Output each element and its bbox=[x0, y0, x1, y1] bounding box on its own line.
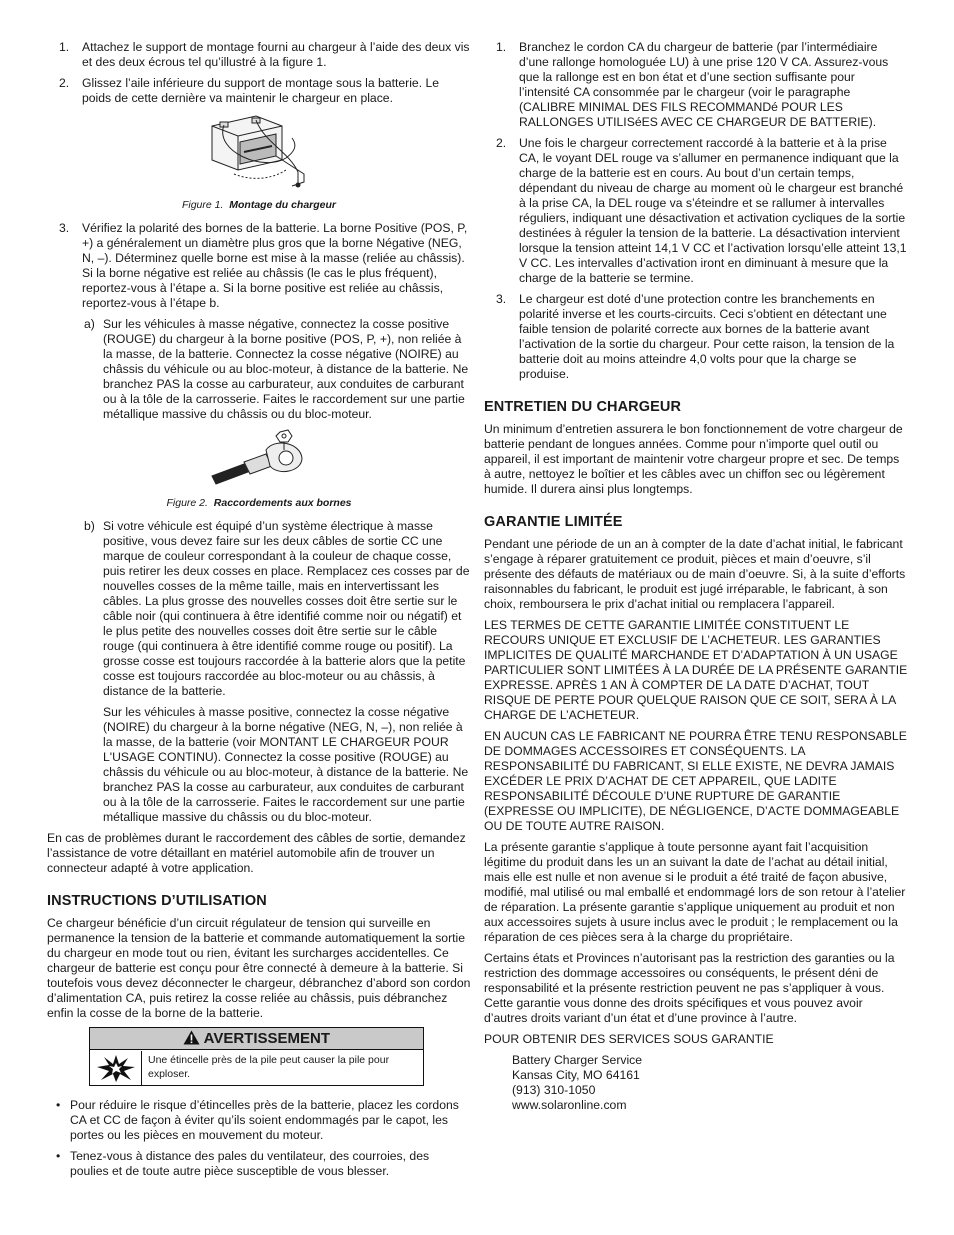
step-text: Vérifiez la polarité des bornes de la batterie. La borne Positive (POS, P, +) a généralement un diamètre plus gros que la borne Négative (NEG, N, –). Déterminez quelle borne est mise à la masse (reliée au châssis). Si la borne négative est reliée au châssis (le cas le plus fréquent), reportez-vous à l’étape a. Si la borne positive est reliée au châssis, reportez-vous à l’étape b. bbox=[82, 221, 468, 310]
terminal-clamp-illustration bbox=[204, 428, 314, 488]
instructions-heading: INSTRUCTIONS D’UTILISATION bbox=[47, 893, 267, 909]
step-text: Attachez le support de montage fourni au chargeur à l’aide des deux vis et des deux écrous tel qu’illustré à la figure 1. bbox=[82, 40, 470, 69]
maintenance-paragraph: Un minimum d’entretien assurera le bon fonctionnement de votre chargeur de batterie pendant de longues années. Comme pour n’importe quel outil ou appareil, il est important de maintenir votre chargeur propre et sec. De temps à autre, nettoyez le boîtier et les câbles avec un chiffon sec ou légèrement humide. Il durera ainsi plus longtemps. bbox=[484, 422, 903, 496]
warranty-heading: GARANTIE LIMITÉE bbox=[484, 514, 623, 530]
bullet-text: Tenez-vous à distance des pales du ventilateur, des courroies, des poulies et de toute autre pièce susceptible de vous blesser. bbox=[70, 1149, 430, 1178]
right-column bbox=[484, 40, 908, 1113]
step-2-led: 2. Une fois le chargeur correctement raccordé à la batterie et à la prise CA, le voyant DEL rouge va s’allumer en permanence indiquant que la charge de la batterie est en cours. Au bout d’un certain temps, dépendant du niveau de charge au moment où le chargeur est branché à la prise CA, la DEL rouge va s’éteindre et se rallumer à intervalles réguliers, indiquant une désactivation et activation cycliques de la sortie destinées à réguler la tension de la batterie. La désactivation intervient lorsque la tension atteint 14,1 V CC et l’activation lorsqu’elle atteint 13,1 V CC. Les intervalles d’activation iront en diminuant à mesure que la charge de la batterie se termine. bbox=[496, 136, 907, 285]
step-1-ac-cord: 1. Branchez le cordon CA du chargeur de batterie (par l’intermédiaire d’une rallonge homologuée LU) à une prise 120 V CA. Assurez-vous que la rallonge est en bon état et d’une section suffisante pour l’intensité CA consommée par le chargeur (voir le paragraphe (CALIBRE MINIMAL DES FILS RECOMMANDé POUR LES RALLONGES UTILISéES AVEC CE CHARGEUR DE BATTERIE). bbox=[496, 40, 889, 129]
warning-title: AVERTISSEMENT bbox=[203, 1030, 331, 1047]
left-column bbox=[47, 40, 471, 1185]
address-phone: (913) 310-1050 bbox=[512, 1083, 596, 1097]
step-3-protection: 3. Le chargeur est doté d’une protection contre les branchements en polarité inverse et les courts-circuits. Ceci s’obtient en détectant une faible tension de polarité correcte aux bornes de la batterie avant l’activation de la sortie du chargeur. Pour cette raison, la tension de la batterie doit au moins atteindre 4,0 volts pour que la charge se produise. bbox=[496, 292, 895, 381]
substep-text: Sur les véhicules à masse négative, connectez la cosse positive (ROUGE) du chargeur à la borne positive (POS, P, +), non reliée à la masse, de la batterie. Connectez la cosse négative (NOIRE) au châssis du véhicule ou au bloc-moteur, à distance de la batterie. Ne branchez PAS la cosse au carburateur, aux conduites de carburant ou à la tôle de la carrosserie. Faites le raccordement sur une partie métallique massive du châssis ou du bloc-moteur. bbox=[103, 317, 469, 421]
warranty-paragraph-4: La présente garantie s’applique à toute personne ayant fait l’acquisition légitime du produit dans les un an suivant la date de l’achat au détail initial, mais elle est nulle et non avenue si le produit a été traité de façon abusive, modifié, mal utilisé ou mal emballé et endommagé lors de son retour à l’atelier de réparation. La présente garantie s’applique uniquement au produit et non aux accessoires sujets à usure inclus avec le produit ; le remplacement ou la réparation de ces pièces sera à la charge du propriétaire. bbox=[484, 840, 906, 944]
warranty-paragraph-5: Certains états et Provinces n’autorisant pas la restriction des garanties ou la restriction des dommage accessoires ou conséquents, le présent déni de responsabilité et la présente restriction peuvent ne pas s’appliquer à vous. Cette garantie vous donne des droits spécifiques et vous pouvez avoir d’autres droits variant d’un état et d’une province à l’autre. bbox=[484, 951, 895, 1025]
warning-triangle-icon bbox=[183, 1030, 200, 1045]
address-website: www.solaronline.com bbox=[512, 1098, 627, 1112]
step-text: Le chargeur est doté d’une protection contre les branchements en polarité inverse et les courts-circuits. Ceci s’obtient en détectant une faible tension de polarité correcte aux bornes de la batterie avant l’activation de la sortie du chargeur. Pour cette raison, la tension de la batterie doit au moins atteindre 4,0 volts pour que la charge se produise. bbox=[519, 292, 895, 381]
problems-paragraph: En cas de problèmes durant le raccordement des câbles de sortie, demandez l’assistance de votre détaillant en matériel automobile afin de trouver un connecteur adapté à votre application. bbox=[47, 831, 466, 875]
step-text: Glissez l’aile inférieure du support de montage sous la batterie. Le poids de cette dernière va maintenir le chargeur en place. bbox=[82, 76, 440, 105]
warning-body bbox=[90, 1050, 423, 1085]
warranty-paragraph-2: LES TERMES DE CETTE GARANTIE LIMITÉE CONSTITUENT LE RECOURS UNIQUE ET EXCLUSIF DE L’ACHETEUR. LES GARANTIES IMPLICITES DE QUALITÉ MARCHANDE ET D’ADAPTATION À UN USAGE PARTICULIER SONT LIMITÉES À LA DURÉE DE LA PRÉSENTE GARANTIE EXPRESSE. APRÈS 1 AN À COMPTER DE LA DATE D’ACHAT, TOUT RISQUE DE PERTE POUR QUELQUE RAISON QUE CE SOIT, SERA À LA CHARGE DE L’ACHETEUR. bbox=[484, 618, 908, 722]
substep-text: Si votre véhicule est équipé d’un système électrique à masse positive, vous devez faire sur les deux câbles de sortie CC une marque de couleur correspondant à la couleur de chaque cosse, puis retirer les deux cosses en place. Remplacez ces cosses par de nouvelles cosses de la même taille, mais en intervertissant les câbles. La plus grosse des nouvelles cosses doit être sertie sur le câble noir (qui continuera à être identifié comme noir ou négatif) et le plus petite des nouvelles cosses doit être sertie sur le câble rouge (qui continuera à être identifié comme rouge ou positif). La grosse cosse est toujours raccordée à la batterie alors que la petite cosse est toujours raccordée au bloc-moteur ou au châssis, à distance de la batterie. bbox=[103, 519, 470, 698]
figure-1-caption: Figure 1. Montage du chargeur bbox=[181, 199, 337, 211]
warning-text: Une étincelle près de la pile peut causer la pile pour exploser. bbox=[148, 1054, 390, 1080]
figure-2-caption: Figure 2. Raccordements aux bornes bbox=[166, 497, 352, 509]
service-heading: POUR OBTENIR DES SERVICES SOUS GARANTIE bbox=[484, 1032, 774, 1046]
substep-b: b) Si votre véhicule est équipé d’un système électrique à masse positive, vous devez faire sur les deux câbles de sortie CC une marque de couleur correspondant à la couleur de chaque cosse, puis retirer les deux cosses en place. Remplacez ces cosses par de nouvelles cosses de la même taille, mais en intervertissant les câbles. La plus grosse des nouvelles cosses doit être sertie sur le câble noir (qui continuera à être identifié comme noir ou négatif) et le plus petite des nouvelles cosses doit être sertie sur le câble rouge (qui continuera à être identifié comme rouge ou positif). La grosse cosse est toujours raccordée à la batterie alors que la petite cosse est toujours raccordée au bloc-moteur ou au châssis, à distance de la batterie. bbox=[84, 519, 470, 698]
substep-a: a) Sur les véhicules à masse négative, connectez la cosse positive (ROUGE) du chargeur à la borne positive (POS, P, +), non reliée à la masse, de la batterie. Connectez la cosse négative (NOIRE) au châssis du véhicule ou au bloc-moteur, à distance de la batterie. Ne branchez PAS la cosse au carburateur, aux conduites de carburant ou à la tôle de la carrosserie. Faites le raccordement sur une partie métallique massive du châssis ou du bloc-moteur. bbox=[84, 317, 469, 421]
bullet-text: Pour réduire le risque d’étincelles près de la batterie, placez les cordons CA et CC de façon à éviter qu’ils soient endommagés par le capot, les portes ou les pièces en mouvement du moteur. bbox=[70, 1098, 459, 1142]
explosion-icon bbox=[90, 1051, 142, 1085]
warranty-paragraph-1: Pendant une période de un an à compter de la date d’achat initial, le fabricant s’engage à réparer gratuitement ce produit, pièces et main d’oeuvre, s’il présente des défauts de matériaux ou de main d’oeuvre. Si, à la suite d’efforts raisonnables du fabricant, le produit est jugé irréparable, le fabricant, à son choix, remboursera le prix d’achat initial ou remplacera l’appareil. bbox=[484, 537, 906, 611]
address-line: Kansas City, MO 64161 bbox=[512, 1068, 640, 1082]
step-2-mounting: 2. Glissez l’aile inférieure du support de montage sous la batterie. Le poids de cette dernière va maintenir le chargeur en place. bbox=[59, 76, 440, 105]
charger-mounting-illustration bbox=[194, 112, 324, 190]
step-3-polarity: 3. Vérifiez la polarité des bornes de la batterie. La borne Positive (POS, P, +) a généralement un diamètre plus gros que la borne Négative (NEG, N, –). Déterminez quelle borne est mise à la masse (reliée au châssis). Si la borne négative est reliée au châssis (le cas le plus fréquent), reportez-vous à l’étape a. Si la borne positive est reliée au châssis, reportez-vous à l’étape b. bbox=[59, 221, 468, 310]
address-line: Battery Charger Service bbox=[512, 1053, 643, 1067]
instructions-paragraph: Ce chargeur bénéficie d’un circuit régulateur de tension qui surveille en permanence la tension de la batterie et commande automatiquement la sortie du chargeur en mode tout ou rien, évitant les surcharges accidentelles. Ce chargeur de batterie est conçu pour être connecté à demeure à la batterie. Si toutefois vous devez déconnecter le chargeur, débranchez d’abord son cordon d’alimentation CA, puis retirez la cosse reliée au châssis, puis débranchez enfin la cosse de la borne de la batterie. bbox=[47, 916, 471, 1020]
substep-b-continued: Sur les véhicules à masse positive, connectez la cosse négative (NOIRE) du chargeur à la borne négative (NEG, N, –), non reliée à la masse, de la batterie (voir MONTANT LE CHARGEUR POUR L'USAGE CONTINU). Connectez la cosse positive (ROUGE) au châssis du véhicule ou au bloc-moteur, à distance de la batterie. Ne branchez PAS la cosse au carburateur, aux conduites de carburant ou à la tôle de la carrosserie. Faites le raccordement sur une partie métallique massive du châssis ou du bloc-moteur. bbox=[103, 705, 469, 824]
warranty-paragraph-3: EN AUCUN CAS LE FABRICANT NE POURRA ÊTRE TENU RESPONSABLE DE DOMMAGES ACCESSOIRES ET CONSÉQUENTS. LA RESPONSABILITÉ DU FABRICANT, SI ELLE EXISTE, NE DEVRA JAMAIS EXCÉDER LE PRIX D’ACHAT DE CET APPAREIL, QUE LADITE RESPONSABILITÉ DÉCOULE D’UNE RUPTURE DE GARANTIE (EXPRESSE OU IMPLICITE), DE NÉGLIGENCE, D’ACTE DOMMAGEABLE OU DE TOUTE AUTRE RAISON. bbox=[484, 729, 907, 833]
warning-header bbox=[90, 1028, 423, 1050]
warning-box bbox=[89, 1027, 424, 1086]
figure-2-terminals bbox=[47, 428, 471, 492]
step-text: Branchez le cordon CA du chargeur de batterie (par l’intermédiaire d’une rallonge homologuée LU) à une prise 120 V CA. Assurez-vous que la rallonge est en bon état et d’une section suffisante pour l’intensité CA consommée par le chargeur (voir le paragraphe (CALIBRE MINIMAL DES FILS RECOMMANDé POUR LES RALLONGES UTILISéES AVEC CE CHARGEUR DE BATTERIE). bbox=[519, 40, 889, 129]
bullet-fan-blades: • Tenez-vous à distance des pales du ventilateur, des courroies, des poulies et de toute autre pièce susceptible de vous blesser. bbox=[56, 1149, 430, 1178]
step-text: Une fois le chargeur correctement raccordé à la batterie et à la prise CA, le voyant DEL rouge va s’allumer en permanence indiquant que la charge de la batterie est en cours. Au bout d’un certain temps, dépendant du niveau de charge au moment où le chargeur est branché à la prise CA, la DEL rouge va s’éteindre et se rallumer à intervalles réguliers, indiquant une désactivation et activation cycliques de la sortie destinées à réguler la tension de la batterie. La désactivation intervient lorsque la tension atteint 14,1 V CC et l’activation lorsqu’elle atteint 13,1 V CC. Les intervalles d’activation iront en diminuant à mesure que la charge de la batterie se termine. bbox=[519, 136, 907, 285]
figure-1-mounting bbox=[47, 112, 471, 194]
step-1-mounting: 1. Attachez le support de montage fourni au chargeur à l’aide des deux vis et des deux écrous tel qu’illustré à la figure 1. bbox=[59, 40, 470, 69]
service-address bbox=[484, 1053, 908, 1113]
maintenance-heading: ENTRETIEN DU CHARGEUR bbox=[484, 399, 682, 415]
bullet-sparks: • Pour réduire le risque d’étincelles près de la batterie, placez les cordons CA et CC de façon à éviter qu’ils soient endommagés par le capot, les portes ou les pièces en mouvement du moteur. bbox=[56, 1098, 459, 1142]
